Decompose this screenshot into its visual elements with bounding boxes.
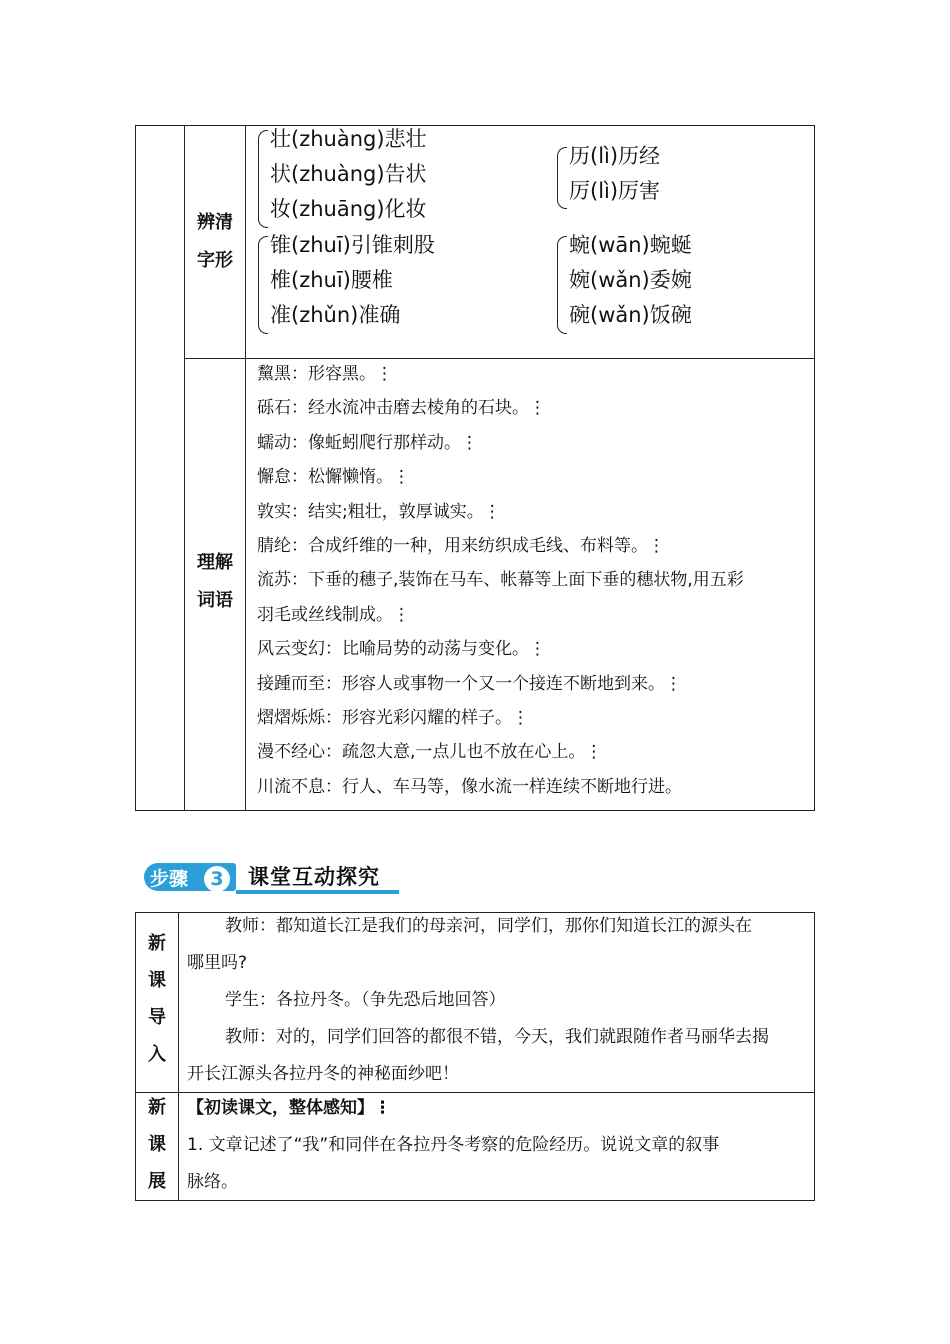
- label-line: 辨清: [197, 212, 233, 233]
- definition-line: 蠕动：像蚯蚓爬行那样动。⋮: [257, 432, 478, 453]
- lesson-table: [135, 912, 815, 1201]
- definition-line: 熠熠烁烁：形容光彩闪耀的样子。⋮: [257, 708, 529, 729]
- intro-label: [137, 925, 177, 1073]
- paragraph-line: 脉络。: [187, 1172, 238, 1192]
- char-entry: 椎(zhuī)腰椎: [270, 268, 393, 292]
- development-content: [187, 1090, 812, 1201]
- paragraph-line: 学生：各拉丹冬。（争先恐后地回答）: [225, 990, 506, 1010]
- definition-line: 川流不息：行人、车马等，像水流一样连续不断地行进。: [257, 776, 682, 797]
- step-label: 步骤: [150, 868, 189, 890]
- zixing-label: [185, 204, 245, 280]
- label-line: 理解: [197, 552, 233, 573]
- char-entry: 壮(zhuàng)悲壮: [270, 127, 427, 151]
- definition-line: 砾石：经水流冲击磨去棱角的石块。⋮: [257, 398, 546, 419]
- definition-line: 敦实：结实;粗壮，敦厚诚实。⋮: [257, 501, 501, 522]
- char-entry: 婉(wǎn)委婉: [569, 268, 692, 292]
- section-heading: 【初读课文，整体感知】⋮: [187, 1098, 391, 1118]
- brace-icon: [557, 147, 567, 209]
- paragraph-line: 教师：都知道长江是我们的母亲河，同学们，那你们知道长江的源头在: [225, 916, 752, 936]
- char-entry: 蜿(wān)蜿蜒: [569, 233, 692, 257]
- char-entry: 锥(zhuī)引锥刺股: [270, 233, 435, 257]
- char-entry: 准(zhǔn)准确: [270, 303, 401, 327]
- paragraph-line: 开长江源头各拉丹冬的神秘面纱吧！: [187, 1064, 459, 1084]
- step-pill: [144, 863, 236, 891]
- label-char: 课: [148, 970, 166, 991]
- brace-icon: [258, 236, 268, 334]
- label-char: 课: [148, 1134, 166, 1155]
- label-char: 新: [148, 933, 166, 954]
- definition-line: 腈纶：合成纤维的一种，用来纺织成毛线、布料等。⋮: [257, 536, 665, 557]
- brace-icon: [557, 236, 567, 334]
- definition-line: 漫不经心：疏忽大意,一点儿也不放在心上。⋮: [257, 742, 603, 763]
- char-entry: 碗(wǎn)饭碗: [569, 303, 692, 327]
- label-line: 词语: [197, 590, 233, 611]
- char-entry: 历(lì)历经: [569, 144, 661, 168]
- definition-line: 懈怠：松懈懒惰。⋮: [257, 467, 410, 488]
- section-title: 课堂互动探究: [248, 865, 380, 889]
- table-divider: [178, 913, 179, 1200]
- definition-line: 羽毛或丝线制成。⋮: [257, 604, 410, 625]
- label-line: 字形: [197, 250, 233, 271]
- char-entry: 妆(zhuāng)化妆: [270, 197, 427, 221]
- step-banner: [144, 861, 399, 893]
- paragraph-line: 教师：对的，同学们回答的都很不错，今天，我们就跟随作者马丽华去揭: [225, 1027, 769, 1047]
- definition-line: 黧黑：形容黑。⋮: [257, 364, 393, 384]
- brace-icon: [258, 130, 268, 228]
- step-number-badge: 3: [204, 866, 230, 892]
- label-char: 展: [148, 1171, 166, 1192]
- intro-content: [187, 908, 812, 1093]
- char-entry: 厉(lì)厉害: [569, 179, 661, 203]
- definition-line: 风云变幻：比喻局势的动荡与变化。⋮: [257, 639, 546, 660]
- definition-list: [257, 357, 813, 804]
- table-divider: [245, 126, 246, 810]
- label-char: 入: [148, 1044, 166, 1065]
- paragraph-line: 1. 文章记述了“我”和同伴在各拉丹冬考察的危险经历。说说文章的叙事: [187, 1135, 720, 1155]
- ciyu-label: [185, 544, 245, 620]
- label-char: 导: [148, 1007, 166, 1028]
- title-underline: [236, 890, 399, 894]
- development-label: [137, 1089, 177, 1200]
- definition-line: 流苏：下垂的穗子,装饰在马车、帐幕等上面下垂的穗状物,用五彩: [257, 570, 744, 591]
- char-entry: 状(zhuàng)告状: [270, 162, 427, 186]
- definition-line: 接踵而至：形容人或事物一个又一个接连不断地到来。⋮: [257, 673, 682, 694]
- label-char: 新: [148, 1097, 166, 1118]
- paragraph-line: 哪里吗?: [187, 953, 248, 973]
